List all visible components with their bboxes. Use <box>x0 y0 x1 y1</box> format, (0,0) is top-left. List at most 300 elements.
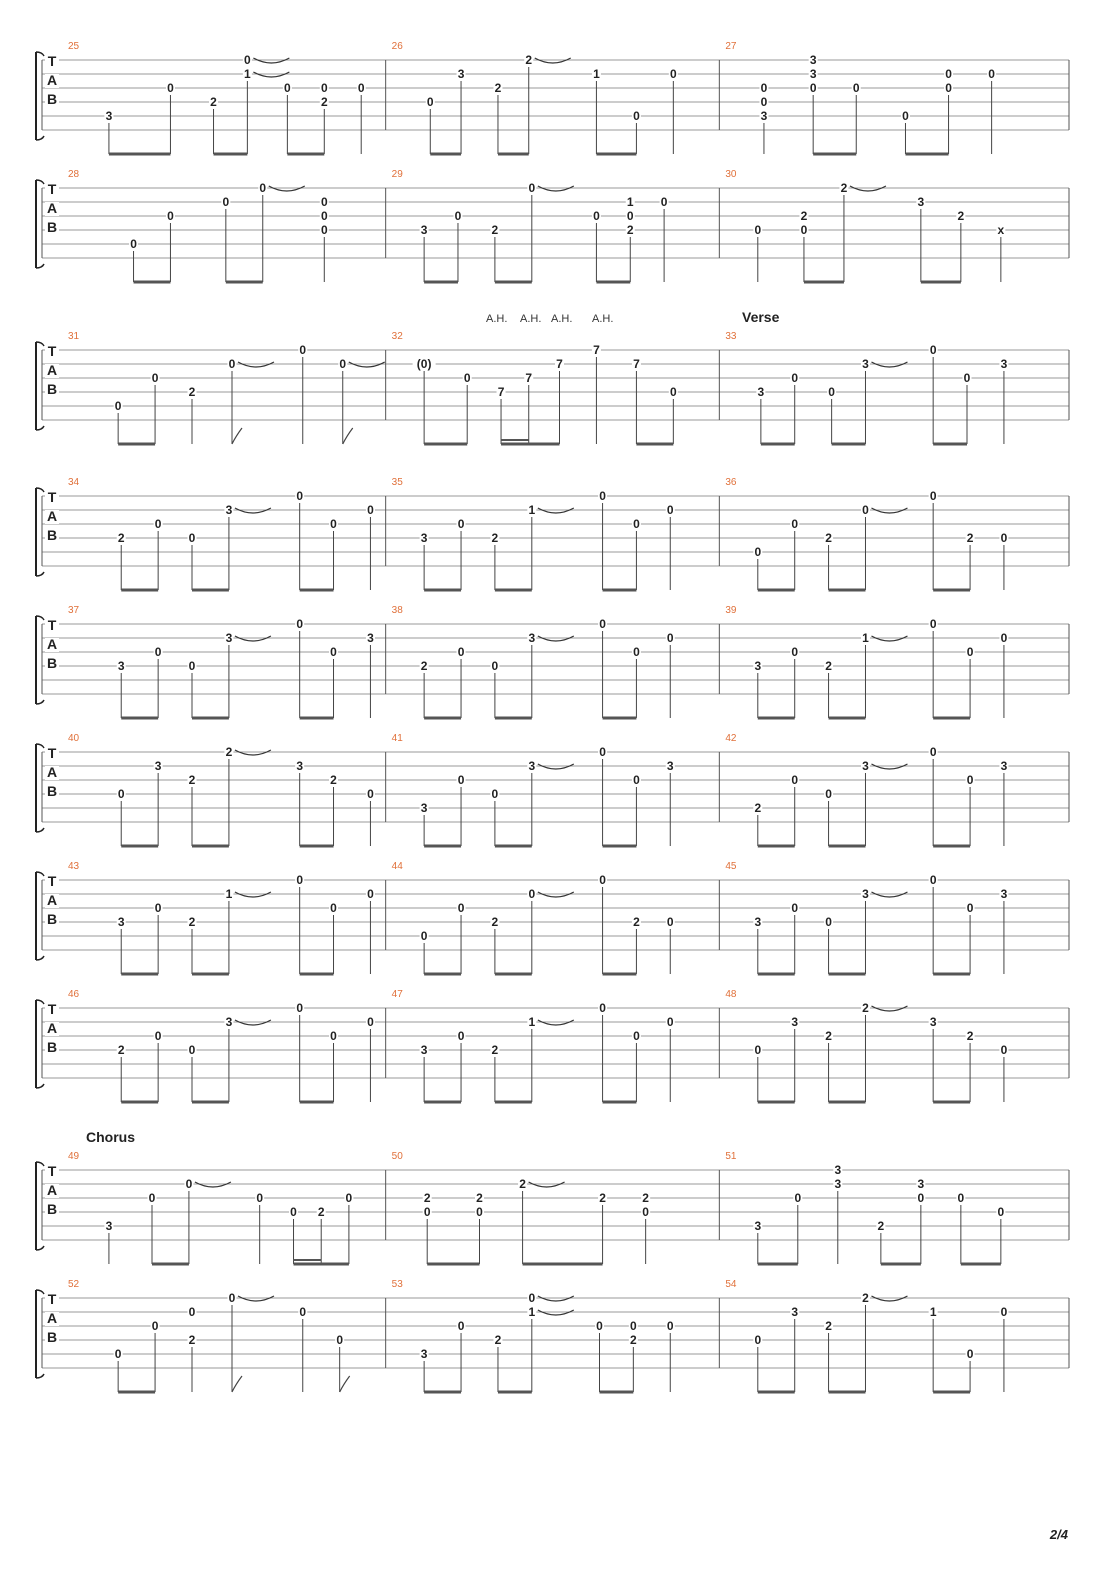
fret-number: 0 <box>666 1319 674 1333</box>
measure <box>386 733 675 846</box>
fret-number: 0 <box>791 517 799 531</box>
fret-number: x <box>997 223 1005 237</box>
fret-number: 1 <box>225 887 233 901</box>
fret-number: 2 <box>423 1191 431 1205</box>
fret-number: 2 <box>188 773 196 787</box>
fret-number: 3 <box>929 1015 937 1029</box>
fret-number: 3 <box>420 531 428 545</box>
system-bracket-bottom <box>36 828 44 832</box>
tab-clef-letter: A <box>46 200 58 216</box>
fret-number: 1 <box>593 67 600 81</box>
system-bracket-bottom <box>36 572 44 576</box>
tab-clef-letter: B <box>46 655 58 671</box>
fret-number: 3 <box>117 915 125 929</box>
fret-number: 3 <box>1000 357 1008 371</box>
system-bracket-top <box>36 1290 44 1294</box>
fret-number: 0 <box>188 659 196 673</box>
system-bracket-top <box>36 1162 44 1166</box>
measure <box>386 41 678 154</box>
fret-number: 3 <box>528 759 536 773</box>
fret-number: 3 <box>1000 887 1008 901</box>
measure <box>68 989 375 1102</box>
measure-number: 26 <box>391 41 403 52</box>
fret-number: 0 <box>188 1305 196 1319</box>
fret-number: 3 <box>225 631 233 645</box>
fret-number: 1 <box>528 1015 536 1029</box>
fret-number: 0 <box>599 489 606 503</box>
tab-clef-letter: A <box>46 362 58 378</box>
system-bracket-top <box>36 488 44 492</box>
tab-clef-letter: A <box>46 764 58 780</box>
section-label: Chorus <box>86 1129 135 1145</box>
measure-number: 40 <box>68 733 80 744</box>
fret-number: 0 <box>154 901 162 915</box>
measure <box>386 1279 675 1392</box>
fret-number: 0 <box>902 109 909 123</box>
measure-number: 37 <box>68 605 80 616</box>
fret-number: 1 <box>929 1305 937 1319</box>
measure <box>68 477 375 590</box>
fret-number: 0 <box>114 399 122 413</box>
fret-number: 0 <box>791 901 799 915</box>
measure-number: 29 <box>391 169 403 180</box>
fret-number: 3 <box>154 759 162 773</box>
fret-number: 0 <box>754 1043 762 1057</box>
measure <box>719 1151 1005 1264</box>
tab-system <box>36 169 1069 282</box>
fret-number: 0 <box>426 95 434 109</box>
system-bracket-top <box>36 1000 44 1004</box>
tab-system <box>36 605 1069 718</box>
measure <box>386 169 669 282</box>
measure-number: 45 <box>725 861 737 872</box>
fret-number: 0 <box>754 1333 762 1347</box>
system-bracket-top <box>36 52 44 56</box>
fret-number: 0 <box>966 773 974 787</box>
measure <box>719 861 1008 974</box>
fret-number: 0 <box>320 195 328 209</box>
fret-number: 0 <box>966 645 974 659</box>
fret-number: 3 <box>862 887 869 901</box>
tab-clef-letter: A <box>46 636 58 652</box>
fret-number: 0 <box>945 67 952 81</box>
fret-number: 0 <box>791 371 799 385</box>
fret-number: 0 <box>791 773 799 787</box>
note-flag <box>232 1376 242 1392</box>
fret-number: 2 <box>476 1191 483 1205</box>
fret-number: 3 <box>420 1043 428 1057</box>
fret-number: 0 <box>963 371 971 385</box>
fret-number: 1 <box>862 631 869 645</box>
fret-number: 0 <box>457 1029 465 1043</box>
fret-number: 0 <box>330 517 337 531</box>
tab-clef-letter: B <box>46 1329 58 1345</box>
fret-number: 0 <box>599 1001 606 1015</box>
fret-number: 0 <box>185 1177 193 1191</box>
measure-number: 39 <box>725 605 737 616</box>
fret-number: 0 <box>1000 631 1008 645</box>
fret-number: 0 <box>1000 1043 1008 1057</box>
fret-number: 3 <box>457 67 465 81</box>
measure <box>719 41 996 154</box>
fret-number: 7 <box>556 357 563 371</box>
section-label: Verse <box>742 309 780 325</box>
tab-clef-letter: B <box>46 783 58 799</box>
measure-number: 53 <box>391 1279 403 1290</box>
measure <box>68 1151 353 1264</box>
measure-number: 32 <box>391 331 403 342</box>
fret-number: 0 <box>642 1205 649 1219</box>
measure <box>386 477 675 590</box>
fret-number: 0 <box>1000 1305 1008 1319</box>
system-bracket-top <box>36 872 44 876</box>
fret-number: 2 <box>877 1219 885 1233</box>
fret-number: 0 <box>754 223 762 237</box>
fret-number: 0 <box>599 745 606 759</box>
measure-number: 47 <box>391 989 403 1000</box>
fret-number: 3 <box>420 223 428 237</box>
note-flag <box>340 1376 350 1392</box>
fret-number: 0 <box>296 489 304 503</box>
tab-clef-letter: T <box>47 343 57 359</box>
tab-clef-letter: B <box>46 381 58 397</box>
fret-number: 0 <box>244 53 251 67</box>
tab-system <box>36 989 1069 1102</box>
fret-number: 0 <box>296 617 304 631</box>
fret-number: 3 <box>225 503 233 517</box>
fret-number: 0 <box>528 1291 536 1305</box>
tab-clef-letter: A <box>46 892 58 908</box>
measure <box>719 605 1008 718</box>
fret-number: 0 <box>476 1205 483 1219</box>
fret-number: 0 <box>666 915 674 929</box>
fret-number: 0 <box>320 223 328 237</box>
tab-clef-letter: T <box>47 53 57 69</box>
fret-number: 2 <box>642 1191 649 1205</box>
fret-number: 2 <box>491 915 499 929</box>
fret-number: 2 <box>525 53 533 67</box>
measure <box>386 861 675 974</box>
tab-clef-letter: A <box>46 508 58 524</box>
note-flag <box>232 428 242 444</box>
fret-number: 1 <box>626 195 634 209</box>
tab-clef-letter: T <box>47 617 57 633</box>
fret-number: 0 <box>596 1319 603 1333</box>
fret-number: 3 <box>105 109 113 123</box>
measure-number: 51 <box>725 1151 737 1162</box>
fret-number: 0 <box>457 645 465 659</box>
fret-number: 0 <box>256 1191 264 1205</box>
measure <box>719 733 1008 846</box>
measure-number: 42 <box>725 733 737 744</box>
measure-number: 48 <box>725 989 737 1000</box>
fret-number: 0 <box>299 343 307 357</box>
measure-number: 46 <box>68 989 80 1000</box>
fret-number: 0 <box>669 67 677 81</box>
fret-number: 3 <box>809 67 817 81</box>
system-bracket-bottom <box>36 136 44 140</box>
fret-number: 0 <box>862 503 869 517</box>
fret-number: 0 <box>457 1319 465 1333</box>
tab-system <box>36 309 1069 444</box>
fret-number: 0 <box>290 1205 297 1219</box>
measure <box>68 733 375 846</box>
fret-number: 0 <box>791 645 799 659</box>
tab-clef-letter: B <box>46 911 58 927</box>
fret-number: 0 <box>660 195 668 209</box>
fret-number: 2 <box>825 1029 832 1043</box>
fret-number: 3 <box>528 631 536 645</box>
fret-number: 0 <box>423 1205 431 1219</box>
fret-number: 3 <box>666 759 674 773</box>
fret-number: 0 <box>148 1191 156 1205</box>
artificial-harmonic-label: A.H. <box>551 313 573 325</box>
fret-number: 2 <box>519 1177 526 1191</box>
fret-number: 0 <box>988 67 995 81</box>
fret-number: 2 <box>320 95 328 109</box>
fret-number: 0 <box>188 1043 196 1057</box>
fret-number: 7 <box>633 357 640 371</box>
fret-number: 0 <box>528 181 536 195</box>
fret-number: 2 <box>491 531 499 545</box>
measure <box>68 331 385 444</box>
fret-number: 0 <box>633 1029 640 1043</box>
fret-number: 0 <box>966 1347 974 1361</box>
fret-number: 0 <box>754 545 762 559</box>
fret-number: 3 <box>117 659 125 673</box>
fret-number: 0 <box>929 745 937 759</box>
fret-number: 2 <box>825 531 832 545</box>
fret-number: 2 <box>800 209 808 223</box>
tab-clef-letter: A <box>46 72 58 88</box>
tab-clef-letter: B <box>46 1201 58 1217</box>
fret-number: 0 <box>828 385 835 399</box>
fret-number: 0 <box>228 1291 236 1305</box>
measure <box>68 1279 350 1392</box>
tab-system <box>36 477 1069 590</box>
measure-number: 44 <box>391 861 403 872</box>
fret-number: 2 <box>754 801 762 815</box>
system-bracket-top <box>36 342 44 346</box>
system-bracket-bottom <box>36 1374 44 1378</box>
tab-clef-letter: T <box>47 1001 57 1017</box>
fret-number: 0 <box>929 343 937 357</box>
fret-number: 0 <box>130 237 137 251</box>
fret-number: 2 <box>210 95 217 109</box>
fret-number: 0 <box>188 531 196 545</box>
fret-number: 0 <box>336 1333 344 1347</box>
tab-clef-letter: A <box>46 1310 58 1326</box>
fret-number: 0 <box>167 209 174 223</box>
fret-number: 0 <box>599 617 606 631</box>
tab-clef-letter: B <box>46 91 58 107</box>
measure-number: 30 <box>725 169 737 180</box>
fret-number: (0) <box>416 357 432 371</box>
fret-number: 0 <box>852 81 860 95</box>
page-number: 2/4 <box>1049 1527 1068 1542</box>
measure <box>68 861 375 974</box>
tab-clef-letter: B <box>46 1039 58 1055</box>
measure <box>719 989 1008 1102</box>
fret-number: 0 <box>626 209 634 223</box>
fret-number: 2 <box>330 773 337 787</box>
fret-number: 3 <box>757 385 765 399</box>
system-bracket-top <box>36 616 44 620</box>
fret-number: 0 <box>457 773 465 787</box>
measure-number: 34 <box>68 477 80 488</box>
fret-number: 1 <box>244 67 251 81</box>
tab-clef-letter: A <box>46 1020 58 1036</box>
fret-number: 2 <box>599 1191 606 1205</box>
fret-number: 3 <box>420 801 428 815</box>
fret-number: 3 <box>917 195 925 209</box>
fret-number: 7 <box>593 343 600 357</box>
fret-number: 2 <box>188 385 196 399</box>
measure-number: 41 <box>391 733 403 744</box>
fret-number: 3 <box>105 1219 113 1233</box>
fret-number: 1 <box>528 1305 536 1319</box>
fret-number: 3 <box>754 915 762 929</box>
fret-number: 0 <box>794 1191 802 1205</box>
fret-number: 0 <box>966 901 974 915</box>
fret-number: 0 <box>151 1319 159 1333</box>
fret-number: 0 <box>228 357 236 371</box>
fret-number: 0 <box>633 773 640 787</box>
fret-number: 0 <box>151 371 159 385</box>
measure <box>68 605 375 718</box>
fret-number: 3 <box>760 109 768 123</box>
measure-number: 54 <box>725 1279 737 1290</box>
fret-number: 0 <box>367 787 374 801</box>
fret-number: 3 <box>791 1015 799 1029</box>
fret-number: 2 <box>225 745 233 759</box>
system-bracket-bottom <box>36 956 44 960</box>
measure <box>719 477 1008 590</box>
fret-number: 2 <box>188 915 196 929</box>
fret-number: 3 <box>809 53 817 67</box>
artificial-harmonic-label: A.H. <box>486 313 508 325</box>
fret-number: 0 <box>222 195 230 209</box>
fret-number: 0 <box>491 787 499 801</box>
measure <box>719 1279 1008 1392</box>
fret-number: 0 <box>284 81 291 95</box>
fret-number: 0 <box>339 357 347 371</box>
measure-number: 38 <box>391 605 403 616</box>
fret-number: 2 <box>188 1333 196 1347</box>
artificial-harmonic-label: A.H. <box>520 313 542 325</box>
tab-clef-letter: T <box>47 489 57 505</box>
measure-number: 33 <box>725 331 737 342</box>
fret-number: 3 <box>834 1177 842 1191</box>
fret-number: 3 <box>834 1163 842 1177</box>
fret-number: 2 <box>494 1333 502 1347</box>
fret-number: 3 <box>367 631 374 645</box>
fret-number: 3 <box>296 759 304 773</box>
measure <box>68 41 366 154</box>
fret-number: 0 <box>997 1205 1005 1219</box>
fret-number: 0 <box>357 81 365 95</box>
fret-number: 2 <box>420 659 428 673</box>
tab-clef-letter: B <box>46 219 58 235</box>
fret-number: 0 <box>154 1029 162 1043</box>
fret-number: 3 <box>225 1015 233 1029</box>
fret-number: 0 <box>760 95 768 109</box>
fret-number: 2 <box>633 915 640 929</box>
fret-number: 2 <box>629 1333 637 1347</box>
fret-number: 2 <box>626 223 634 237</box>
fret-number: 7 <box>525 371 533 385</box>
fret-number: 0 <box>299 1305 307 1319</box>
measure-number: 31 <box>68 331 80 342</box>
fret-number: 0 <box>167 81 174 95</box>
fret-number: 0 <box>296 873 304 887</box>
fret-number: 0 <box>825 787 832 801</box>
measure-number: 50 <box>391 1151 403 1162</box>
fret-number: 0 <box>330 901 337 915</box>
fret-number: 0 <box>491 659 499 673</box>
fret-number: 2 <box>317 1205 325 1219</box>
measure-number: 28 <box>68 169 80 180</box>
system-bracket-bottom <box>36 1246 44 1250</box>
artificial-harmonic-label: A.H. <box>592 313 614 325</box>
fret-number: 0 <box>345 1191 353 1205</box>
system-bracket-top <box>36 180 44 184</box>
fret-number: 0 <box>599 873 606 887</box>
fret-number: 0 <box>320 81 328 95</box>
fret-number: 2 <box>491 1043 499 1057</box>
fret-number: 0 <box>320 209 328 223</box>
fret-number: 0 <box>825 915 832 929</box>
note-flag <box>343 428 353 444</box>
fret-number: 0 <box>457 517 465 531</box>
fret-number: 3 <box>917 1177 925 1191</box>
tab-clef-letter: T <box>47 873 57 889</box>
tab-clef-letter: T <box>47 181 57 197</box>
fret-number: 2 <box>117 531 125 545</box>
fret-number: 3 <box>754 659 762 673</box>
system-bracket-bottom <box>36 700 44 704</box>
fret-number: 2 <box>117 1043 125 1057</box>
fret-number: 0 <box>760 81 768 95</box>
system-bracket-bottom <box>36 1084 44 1088</box>
fret-number: 0 <box>154 517 162 531</box>
measure-number: 35 <box>391 477 403 488</box>
fret-number: 0 <box>367 1015 374 1029</box>
fret-number: 3 <box>862 357 869 371</box>
fret-number: 0 <box>809 81 817 95</box>
fret-number: 0 <box>666 631 674 645</box>
fret-number: 0 <box>929 489 937 503</box>
tab-system <box>36 1129 1069 1264</box>
fret-number: 0 <box>117 787 125 801</box>
fret-number: 0 <box>454 209 462 223</box>
measure <box>386 331 678 444</box>
fret-number: 3 <box>420 1347 428 1361</box>
tab-system <box>36 861 1069 974</box>
fret-number: 2 <box>491 223 499 237</box>
measure-number: 25 <box>68 41 80 52</box>
measure <box>719 169 1005 282</box>
fret-number: 0 <box>593 209 600 223</box>
tab-system <box>36 1279 1069 1392</box>
fret-number: 7 <box>497 385 505 399</box>
fret-number: 2 <box>825 659 832 673</box>
measure-number: 27 <box>725 41 737 52</box>
measure <box>386 989 675 1102</box>
tab-clef-letter: A <box>46 1182 58 1198</box>
tab-clef-letter: T <box>47 1291 57 1307</box>
measure <box>386 1151 650 1264</box>
